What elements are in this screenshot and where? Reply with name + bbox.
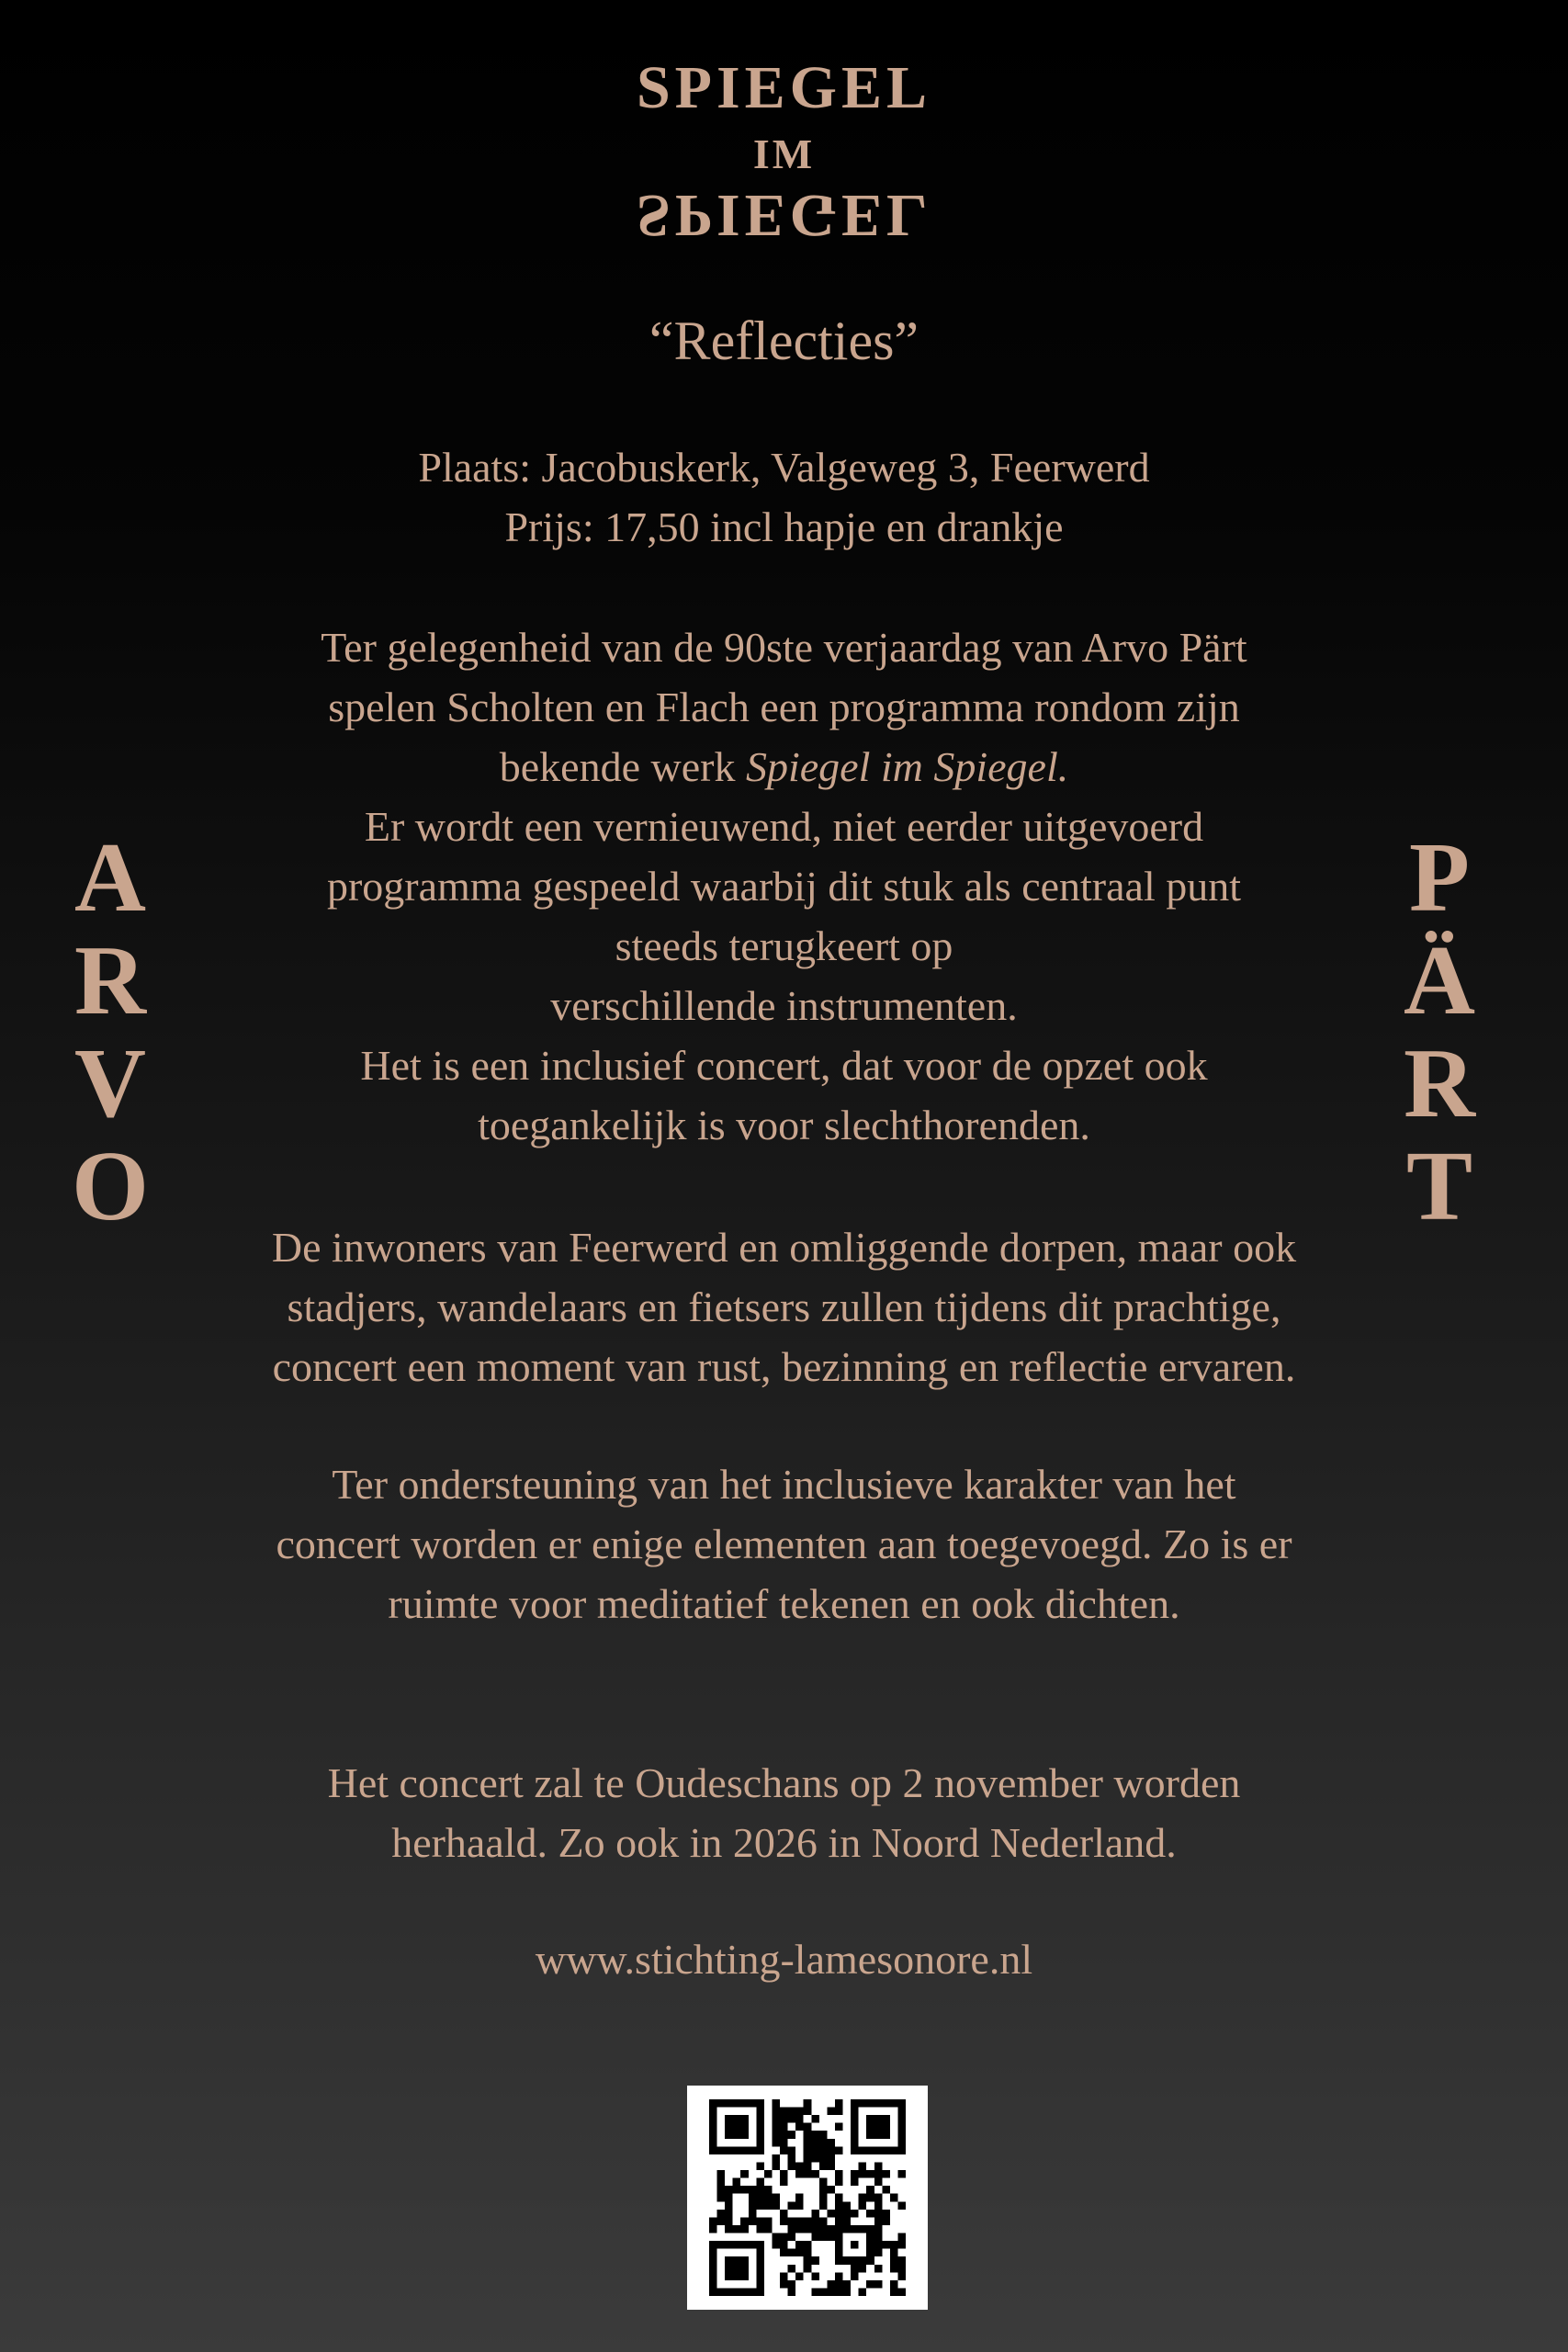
paragraph-line: spelen Scholten en Flach een programma rondom zijn	[328, 684, 1240, 730]
paragraph-ondersteuning	[138, 1454, 1430, 1634]
side-letter: Ä	[1404, 926, 1475, 1035]
website-link[interactable]: www.stichting-lamesonore.nl	[535, 1936, 1033, 1983]
paragraph-line: Ter gelegenheid van de 90ste verjaardag van Arvo Pärt	[321, 624, 1247, 671]
info-price: Prijs: 17,50 incl hapje en drankje	[504, 503, 1064, 550]
paragraph-line: verschillende instrumenten.	[550, 982, 1018, 1029]
side-letter: V	[74, 1029, 146, 1138]
title-im: IM	[752, 130, 816, 177]
paragraph-line: steeds terugkeert op	[615, 922, 953, 969]
qr-code-icon[interactable]	[687, 2086, 928, 2310]
title-spiegel-mirrored: SPIEGEL	[636, 182, 932, 249]
paragraph-line: ruimte voor meditatief tekenen en ook dichten.	[388, 1580, 1180, 1627]
side-letter: R	[74, 926, 146, 1035]
paragraph-line: herhaald. Zo ook in 2026 in Noord Nederland.	[391, 1819, 1177, 1866]
paragraph-line: Ter ondersteuning van het inclusieve karakter van het	[332, 1461, 1236, 1508]
paragraph-line: programma gespeeld waarbij dit stuk als centraal punt	[326, 863, 1242, 910]
title-spiegel-top: SPIEGEL	[636, 54, 932, 121]
paragraph-intro	[138, 617, 1430, 1155]
side-letter: T	[1405, 1132, 1473, 1241]
paragraph-herhaling	[138, 1753, 1430, 1872]
paragraph-line: concert worden er enige elementen aan toegevoegd. Zo is er	[276, 1521, 1292, 1567]
work-title-italic: Spiegel im Spiegel.	[745, 743, 1069, 790]
paragraph-line: De inwoners van Feerwerd en omliggende dorpen, maar ook	[271, 1224, 1297, 1271]
info-place: Plaats: Jacobuskerk, Valgeweg 3, Feerwerd	[418, 444, 1150, 491]
paragraph-line: Het is een inclusief concert, dat voor de opzet ook	[360, 1042, 1208, 1089]
side-letter: P	[1409, 823, 1470, 933]
paragraph-line: toegankelijk is voor slechthorenden.	[478, 1102, 1090, 1148]
paragraph-inwoners	[138, 1217, 1430, 1396]
qr-code-graphic	[709, 2099, 906, 2296]
paragraph-line	[138, 737, 1430, 797]
paragraph-line-text: bekende werk	[499, 743, 746, 790]
side-letter: A	[74, 823, 146, 933]
side-letter: R	[1404, 1029, 1475, 1138]
subtitle-reflecties: “Reflecties”	[649, 311, 919, 371]
paragraph-line: concert een moment van rust, bezinning en reflectie ervaren.	[272, 1343, 1296, 1390]
paragraph-line: Er wordt een vernieuwend, niet eerder uitgevoerd	[364, 803, 1204, 850]
paragraph-line: Het concert zal te Oudeschans op 2 november worden	[327, 1759, 1241, 1806]
paragraph-line: stadjers, wandelaars en fietsers zullen tijdens dit prachtige,	[287, 1283, 1281, 1330]
side-letter: O	[71, 1132, 149, 1241]
